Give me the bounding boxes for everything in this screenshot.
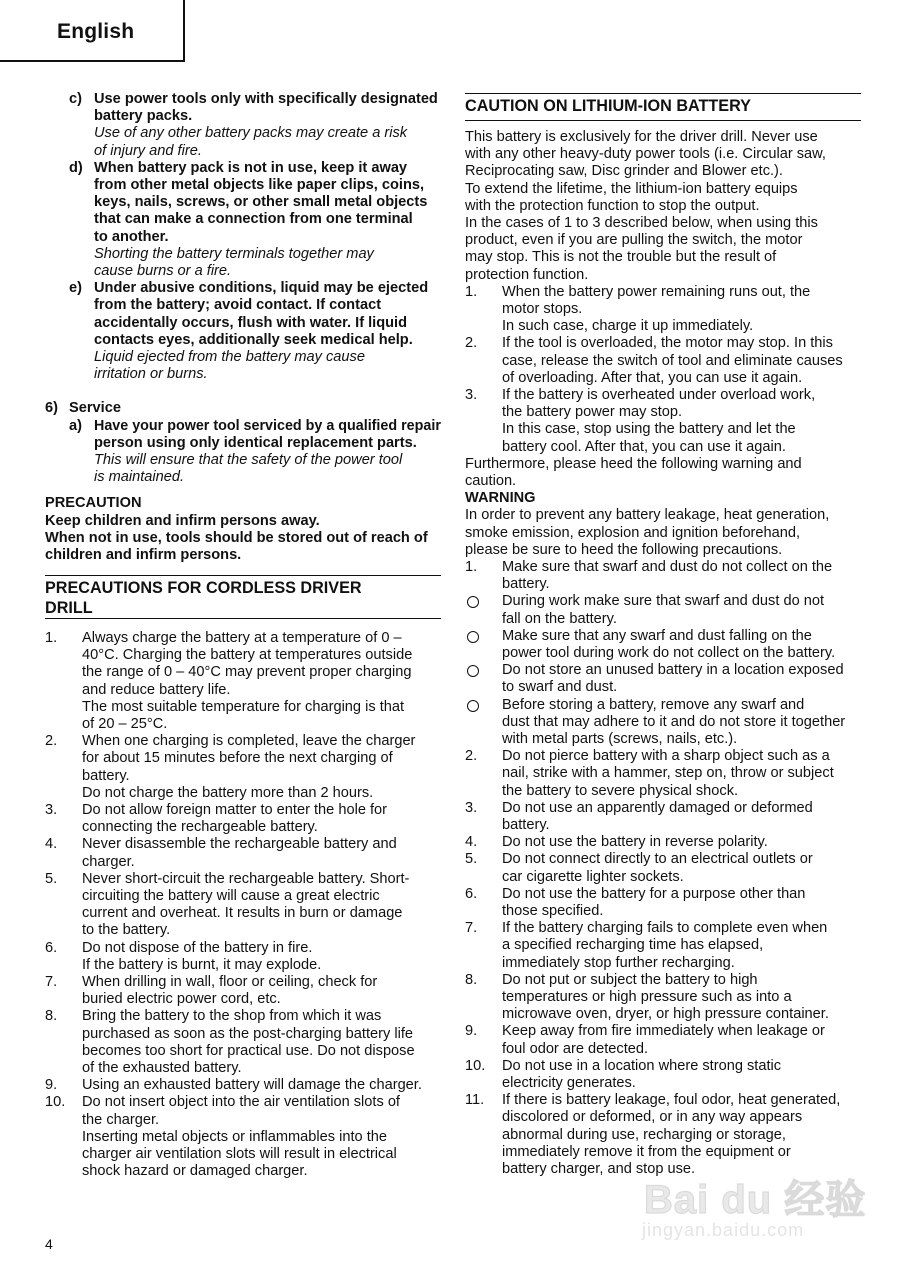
precaution-item-line: If the battery is burnt, it may explode. bbox=[82, 956, 322, 973]
warning-item-line: If the battery charging fails to complete even when bbox=[502, 920, 828, 937]
warning-bold-line: contacts eyes, additionally seek medical help. bbox=[94, 331, 413, 348]
caution-rule-bottom bbox=[465, 120, 861, 121]
item-number: 3. bbox=[45, 802, 58, 818]
item-number: 5. bbox=[45, 870, 58, 887]
case-line: When the battery power remaining runs out, the bbox=[502, 283, 811, 300]
precaution-item-line: 40°C. Charging the battery at temperatures outside bbox=[82, 647, 413, 664]
caution-title: CAUTION ON LITHIUM-ION BATTERY bbox=[465, 97, 751, 115]
item-number: 6. bbox=[45, 939, 58, 956]
precaution-item-line: The most suitable temperature for charging is that bbox=[82, 698, 405, 715]
warning-item-number: 1. bbox=[465, 559, 478, 575]
warning-item-line: dust that may adhere to it and do not store it together bbox=[502, 713, 846, 730]
section-rule-bottom bbox=[45, 618, 441, 619]
precaution-title: PRECAUTION bbox=[45, 495, 142, 512]
precaution-item-line: connecting the rechargeable battery. bbox=[82, 819, 318, 836]
warning-title: WARNING bbox=[465, 490, 536, 507]
section-title: DRILL bbox=[45, 599, 93, 617]
precaution-item-line: shock hazard or damaged charger. bbox=[82, 1163, 308, 1180]
warning-bold-line: When battery pack is not in use, keep it away bbox=[94, 159, 408, 176]
intro-line: may stop. This is not the trouble but the result of bbox=[465, 249, 777, 266]
warning-item-line: abnormal during use, recharging or storage, bbox=[502, 1126, 786, 1143]
bullet-symbol bbox=[467, 662, 475, 678]
warning-item-line: Before storing a battery, remove any swarf and bbox=[502, 696, 805, 713]
item-number: 4. bbox=[45, 836, 58, 853]
warning-item-line: battery. bbox=[502, 817, 550, 833]
intro-line: Reciprocating saw, Disc grinder and Blower etc.). bbox=[465, 163, 783, 180]
precaution-item-line: purchased as soon as the post-charging battery life bbox=[82, 1025, 413, 1042]
service-title: Service bbox=[69, 400, 121, 417]
bullet-symbol bbox=[467, 628, 475, 644]
case-number: 2. bbox=[465, 335, 478, 352]
warning-item-line: nail, strike with a hammer, step on, throw or subject bbox=[502, 765, 834, 782]
precaution-item-line: charger air ventilation slots will result in electrical bbox=[82, 1146, 397, 1162]
warning-italic-line: Liquid ejected from the battery may cause bbox=[94, 349, 365, 365]
watermark-logo: Bai du 经验 bbox=[644, 1178, 867, 1222]
warning-item-line: fall on the battery. bbox=[502, 610, 617, 627]
warning-item-line: discolored or deformed, or in any way appears bbox=[502, 1109, 803, 1126]
intro-line: product, even if you are pulling the switch, the motor bbox=[465, 232, 803, 249]
baidu-watermark bbox=[640, 1168, 870, 1268]
warning-item-line: electricity generates. bbox=[502, 1075, 636, 1091]
case-line: If the tool is overloaded, the motor may stop. In this bbox=[502, 335, 833, 352]
furthermore-line: Furthermore, please heed the following warning and bbox=[465, 455, 802, 472]
section-rule-top bbox=[45, 575, 441, 576]
warning-item-line: Do not use the battery for a purpose other than bbox=[502, 885, 806, 902]
warning-item-line: to swarf and dust. bbox=[502, 679, 618, 696]
warning-bold-line: Use power tools only with specifically designated bbox=[94, 91, 438, 107]
warning-item-line: Make sure that any swarf and dust falling on the bbox=[502, 627, 812, 644]
precaution-item-line: Do not insert object into the air ventilation slots of bbox=[82, 1094, 400, 1111]
precaution-item-line: Inserting metal objects or inflammables into the bbox=[82, 1128, 387, 1145]
item-number: 9. bbox=[45, 1077, 58, 1094]
item-label: d) bbox=[69, 159, 83, 176]
service-bold-line: Have your power tool serviced by a qualified repair bbox=[94, 417, 441, 434]
intro-line: In the cases of 1 to 3 described below, when using this bbox=[465, 215, 818, 231]
watermark-url: jingyan.baidu.com bbox=[642, 1220, 805, 1240]
warning-item-line: with metal parts (screws, nails, etc.). bbox=[502, 731, 738, 747]
case-line: motor stops. bbox=[502, 301, 583, 317]
warning-item-line: Do not use the battery in reverse polarity. bbox=[502, 834, 768, 851]
precaution-item-line: for about 15 minutes before the next charging of bbox=[82, 750, 393, 767]
case-line: In such case, charge it up immediately. bbox=[502, 318, 754, 335]
intro-line: protection function. bbox=[465, 266, 589, 283]
warning-bold-line: battery packs. bbox=[94, 108, 193, 125]
warning-item-line: the battery to severe physical shock. bbox=[502, 782, 739, 799]
item-label: c) bbox=[69, 91, 82, 107]
warning-item-line: microwave oven, dryer, or high pressure container. bbox=[502, 1006, 829, 1023]
warning-bold-line: Under abusive conditions, liquid may be ejected bbox=[94, 280, 429, 297]
warning-bold-line: keys, nails, screws, or other small metal objects bbox=[94, 194, 428, 211]
caution-rule-top bbox=[465, 93, 861, 94]
warning-item-line: Make sure that swarf and dust do not collect on the bbox=[502, 559, 833, 575]
intro-line: This battery is exclusively for the driver drill. Never use bbox=[465, 129, 818, 145]
intro-line: with any other heavy-duty power tools (i.e. Circular saw, bbox=[465, 146, 826, 163]
bullet-symbol bbox=[467, 697, 475, 713]
precaution-item-line: battery. bbox=[82, 767, 130, 784]
precaution-item-line: current and overheat. It results in burn or damage bbox=[82, 905, 403, 922]
service-italic-line: is maintained. bbox=[94, 469, 185, 486]
precaution-item-line: circuiting the battery will cause a great electric bbox=[82, 888, 380, 904]
precaution-item-line: charger. bbox=[82, 853, 135, 870]
precaution-line: When not in use, tools should be stored out of reach of bbox=[45, 529, 428, 546]
precaution-item-line: Do not charge the battery more than 2 hours. bbox=[82, 784, 374, 801]
warning-item-number: 2. bbox=[465, 748, 478, 765]
warning-item-number: 11. bbox=[465, 1092, 485, 1109]
warning-item-line: those specified. bbox=[502, 903, 604, 919]
case-line: If the battery is overheated under overload work, bbox=[502, 387, 816, 403]
intro-line: with the protection function to stop the output. bbox=[465, 197, 760, 214]
warning-bold-line: to another. bbox=[94, 228, 169, 245]
warning-item-line: a specified recharging time has elapsed, bbox=[502, 937, 764, 954]
warning-italic-line: cause burns or a fire. bbox=[94, 263, 232, 279]
warning-item-number: 10. bbox=[465, 1057, 486, 1074]
precaution-item-line: to the battery. bbox=[82, 922, 171, 939]
warning-item-line: battery charger, and stop use. bbox=[502, 1161, 696, 1177]
precaution-line: Keep children and infirm persons away. bbox=[45, 512, 320, 529]
item-number: 8. bbox=[45, 1008, 58, 1025]
warning-item-number: 9. bbox=[465, 1023, 478, 1040]
precaution-item-line: Do not allow foreign matter to enter the hole for bbox=[82, 802, 388, 818]
intro-line: To extend the lifetime, the lithium-ion battery equips bbox=[465, 180, 798, 197]
case-line: case, release the switch of tool and eliminate causes bbox=[502, 352, 843, 369]
item-number: 2. bbox=[45, 733, 58, 750]
warning-item-line: immediately remove it from the equipment or bbox=[502, 1143, 791, 1160]
case-number: 3. bbox=[465, 387, 478, 403]
warning-item-line: power tool during work do not collect on the battery. bbox=[502, 645, 836, 661]
warning-bold-line: that can make a connection from one terminal bbox=[94, 211, 413, 228]
warning-item-line: If there is battery leakage, foul odor, heat generated, bbox=[502, 1092, 841, 1109]
warning-intro-line: please be sure to heed the following precautions. bbox=[465, 541, 783, 558]
warning-bold-line: accidentally occurs, flush with water. If liquid bbox=[94, 314, 408, 331]
precaution-item-line: buried electric power cord, etc. bbox=[82, 991, 281, 1008]
warning-italic-line: Use of any other battery packs may create a risk bbox=[94, 125, 408, 142]
precaution-item-line: and reduce battery life. bbox=[82, 681, 231, 698]
warning-item-line: Do not connect directly to an electrical outlets or bbox=[502, 851, 813, 868]
warning-item-line: temperatures or high pressure such as into a bbox=[502, 989, 792, 1005]
service-bold-line: person using only identical replacement parts. bbox=[94, 434, 417, 451]
page-number: 4 bbox=[45, 1236, 53, 1252]
warning-item-line: Do not use an apparently damaged or deformed bbox=[502, 799, 813, 816]
item-number: 10. bbox=[45, 1094, 66, 1111]
warning-intro-line: smoke emission, explosion and ignition beforehand, bbox=[465, 524, 801, 541]
warning-item-number: 6. bbox=[465, 885, 478, 902]
case-line: of overloading. After that, you can use it again. bbox=[502, 369, 803, 386]
warning-italic-line: irritation or burns. bbox=[94, 366, 208, 383]
warning-item-number: 5. bbox=[465, 851, 478, 868]
warning-item-line: foul odor are detected. bbox=[502, 1040, 649, 1057]
warning-item-number: 8. bbox=[465, 971, 478, 988]
warning-item-number: 3. bbox=[465, 799, 478, 816]
language-label: English bbox=[57, 20, 135, 43]
precaution-item-line: Always charge the battery at a temperature of 0 – bbox=[82, 630, 402, 646]
bullet-symbol bbox=[467, 593, 475, 609]
precaution-item-line: the charger. bbox=[82, 1111, 160, 1128]
item-label: e) bbox=[69, 280, 82, 297]
section-title: PRECAUTIONS FOR CORDLESS DRIVER bbox=[45, 579, 362, 597]
warning-item-line: battery. bbox=[502, 576, 550, 593]
warning-intro-line: In order to prevent any battery leakage, heat generation, bbox=[465, 507, 830, 524]
precaution-item-line: Bring the battery to the shop from which it was bbox=[82, 1008, 382, 1025]
warning-item-line: Do not pierce battery with a sharp object such as a bbox=[502, 748, 830, 765]
precaution-item-line: Do not dispose of the battery in fire. bbox=[82, 939, 313, 956]
precaution-item-line: becomes too short for practical use. Do not dispose bbox=[82, 1042, 415, 1059]
item-label: a) bbox=[69, 417, 82, 434]
warning-item-line: Keep away from fire immediately when leakage or bbox=[502, 1023, 825, 1040]
warning-item-number: 7. bbox=[465, 920, 478, 937]
warning-bold-line: from the battery; avoid contact. If contact bbox=[94, 297, 382, 314]
case-line: the battery power may stop. bbox=[502, 404, 683, 421]
warning-item-line: Do not put or subject the battery to high bbox=[502, 971, 758, 988]
service-number: 6) bbox=[45, 400, 58, 417]
precaution-item-line: Never disassemble the rechargeable battery and bbox=[82, 836, 397, 853]
precaution-item-line: When one charging is completed, leave the charger bbox=[82, 733, 416, 750]
warning-bold-line: from other metal objects like paper clips, coins, bbox=[94, 177, 425, 193]
case-number: 1. bbox=[465, 283, 478, 300]
precaution-line: children and infirm persons. bbox=[45, 547, 242, 563]
warning-item-line: car cigarette lighter sockets. bbox=[502, 868, 684, 885]
warning-item-line: immediately stop further recharging. bbox=[502, 954, 735, 971]
warning-item-line: Do not use in a location where strong static bbox=[502, 1057, 782, 1074]
precaution-item-line: Never short-circuit the rechargeable battery. Short- bbox=[82, 870, 410, 887]
precaution-item-line: of the exhausted battery. bbox=[82, 1060, 242, 1076]
case-line: battery cool. After that, you can use it again. bbox=[502, 438, 786, 455]
service-italic-line: This will ensure that the safety of the power tool bbox=[94, 452, 403, 468]
furthermore-line: caution. bbox=[465, 473, 517, 489]
precaution-item-line: the range of 0 – 40°C may prevent proper charging bbox=[82, 664, 412, 681]
precaution-item-line: When drilling in wall, floor or ceiling, check for bbox=[82, 974, 378, 990]
language-tab bbox=[0, 0, 185, 62]
warning-item-line: Do not store an unused battery in a location exposed bbox=[502, 662, 844, 679]
precaution-item-line: of 20 – 25°C. bbox=[82, 716, 168, 732]
warning-item-line: During work make sure that swarf and dust do not bbox=[502, 593, 825, 610]
case-line: In this case, stop using the battery and let the bbox=[502, 421, 796, 438]
item-number: 1. bbox=[45, 630, 58, 646]
warning-item-number: 4. bbox=[465, 834, 478, 851]
item-number: 7. bbox=[45, 974, 58, 990]
precaution-item-line: Using an exhausted battery will damage the charger. bbox=[82, 1077, 422, 1094]
warning-italic-line: Shorting the battery terminals together may bbox=[94, 245, 374, 262]
warning-italic-line: of injury and fire. bbox=[94, 142, 202, 159]
